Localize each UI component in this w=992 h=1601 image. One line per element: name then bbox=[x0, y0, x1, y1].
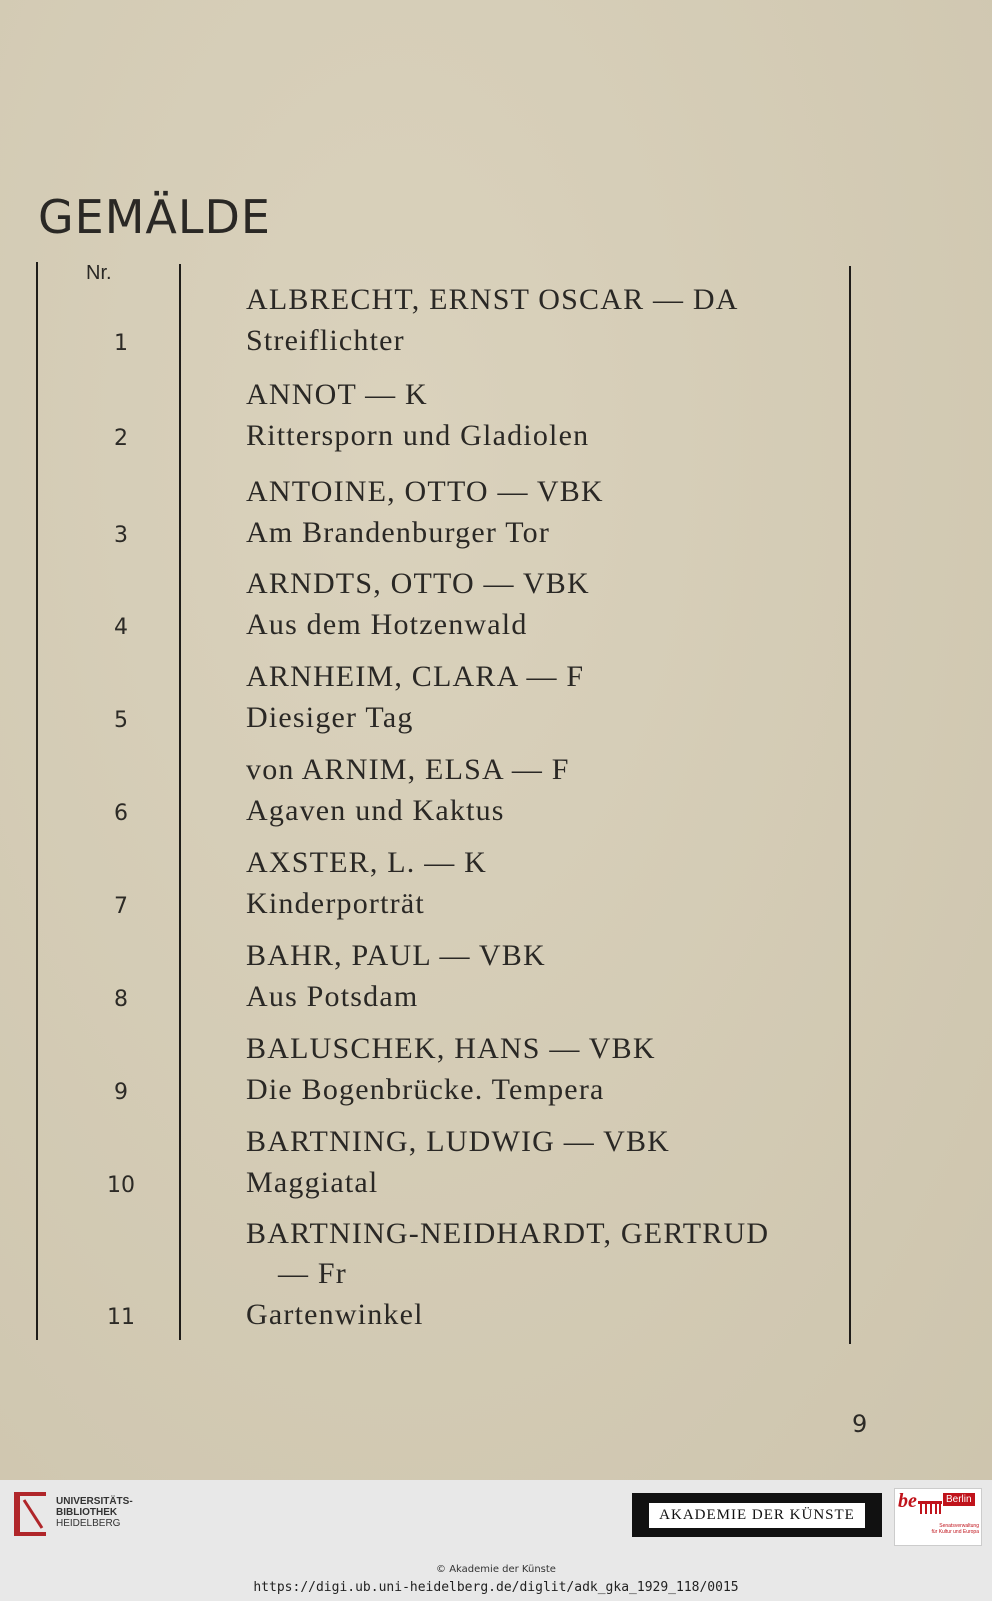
berlin-city-label: Berlin bbox=[943, 1493, 975, 1506]
artwork-title: Streiflichter bbox=[246, 324, 405, 357]
catalog-number: 7 bbox=[114, 894, 128, 919]
artist-name: ANTOINE, OTTO — VBK bbox=[246, 475, 604, 508]
library-name[interactable] bbox=[56, 1496, 133, 1529]
artwork-title: Maggiatal bbox=[246, 1166, 379, 1199]
artwork-title: Agaven und Kaktus bbox=[246, 794, 505, 827]
catalog-number: 4 bbox=[114, 615, 128, 640]
artwork-title: Rittersporn und Gladiolen bbox=[246, 419, 590, 452]
artist-name: BARTNING-NEIDHARDT, GERTRUD bbox=[246, 1217, 770, 1250]
page-number: 9 bbox=[852, 1410, 868, 1438]
artist-name: BARTNING, LUDWIG — VBK bbox=[246, 1125, 671, 1158]
artwork-title: Am Brandenburger Tor bbox=[246, 516, 551, 549]
artist-name: ARNDTS, OTTO — VBK bbox=[246, 567, 590, 600]
heidelberg-library-logo-icon[interactable] bbox=[10, 1488, 50, 1540]
section-heading: GEMÄLDE bbox=[38, 190, 271, 244]
artist-name: ALBRECHT, ERNST OSCAR — DA bbox=[246, 283, 739, 316]
library-name-line-2: BIBLIOTHEK bbox=[56, 1507, 118, 1518]
table-rule-right bbox=[849, 266, 851, 1344]
library-name-line-1: UNIVERSITÄTS- bbox=[56, 1496, 133, 1507]
table-rule-left bbox=[36, 262, 38, 1340]
berlin-department-line-1: Senatsverwaltung bbox=[939, 1523, 979, 1529]
artwork-title: Kinderporträt bbox=[246, 887, 425, 920]
catalog-number: 5 bbox=[114, 708, 128, 733]
artist-name: ARNHEIM, CLARA — F bbox=[246, 660, 585, 693]
academy-logo[interactable] bbox=[632, 1493, 882, 1537]
library-name-line-3: HEIDELBERG bbox=[56, 1518, 121, 1529]
catalog-number: 3 bbox=[114, 523, 128, 548]
artist-name-continuation: — Fr bbox=[278, 1257, 347, 1290]
artwork-title: Gartenwinkel bbox=[246, 1298, 424, 1331]
artwork-title: Aus Potsdam bbox=[246, 980, 419, 1013]
catalog-number: 10 bbox=[107, 1173, 135, 1198]
brandenburg-gate-icon bbox=[917, 1499, 943, 1515]
berlin-department bbox=[913, 1523, 979, 1535]
artist-name: von ARNIM, ELSA — F bbox=[246, 753, 570, 786]
artwork-title: Die Bogenbrücke. Tempera bbox=[246, 1073, 605, 1106]
table-rule-middle bbox=[179, 264, 181, 1340]
artwork-title: Diesiger Tag bbox=[246, 701, 414, 734]
berlin-be-mark: be bbox=[898, 1490, 917, 1512]
number-column-header: Nr. bbox=[86, 262, 112, 284]
artwork-title: Aus dem Hotzenwald bbox=[246, 608, 528, 641]
copyright-notice: © Akademie der Künste bbox=[436, 1564, 556, 1575]
permalink-url[interactable]: https://digi.ub.uni-heidelberg.de/diglit/adk_gka_1929_118/0015 bbox=[253, 1580, 739, 1595]
artist-name: BALUSCHEK, HANS — VBK bbox=[246, 1032, 656, 1065]
catalog-number: 11 bbox=[107, 1305, 135, 1330]
catalog-number: 9 bbox=[114, 1080, 128, 1105]
catalog-number: 8 bbox=[114, 987, 128, 1012]
academy-logo-text: AKADEMIE DER KÜNSTE bbox=[649, 1503, 865, 1528]
artist-name: ANNOT — K bbox=[246, 378, 428, 411]
catalog-number: 2 bbox=[114, 426, 128, 451]
catalog-number: 1 bbox=[114, 331, 128, 356]
berlin-senate-logo[interactable] bbox=[894, 1488, 982, 1546]
catalog-number: 6 bbox=[114, 801, 128, 826]
berlin-department-line-2: für Kultur und Europa bbox=[931, 1529, 979, 1535]
artist-name: BAHR, PAUL — VBK bbox=[246, 939, 546, 972]
artist-name: AXSTER, L. — K bbox=[246, 846, 487, 879]
